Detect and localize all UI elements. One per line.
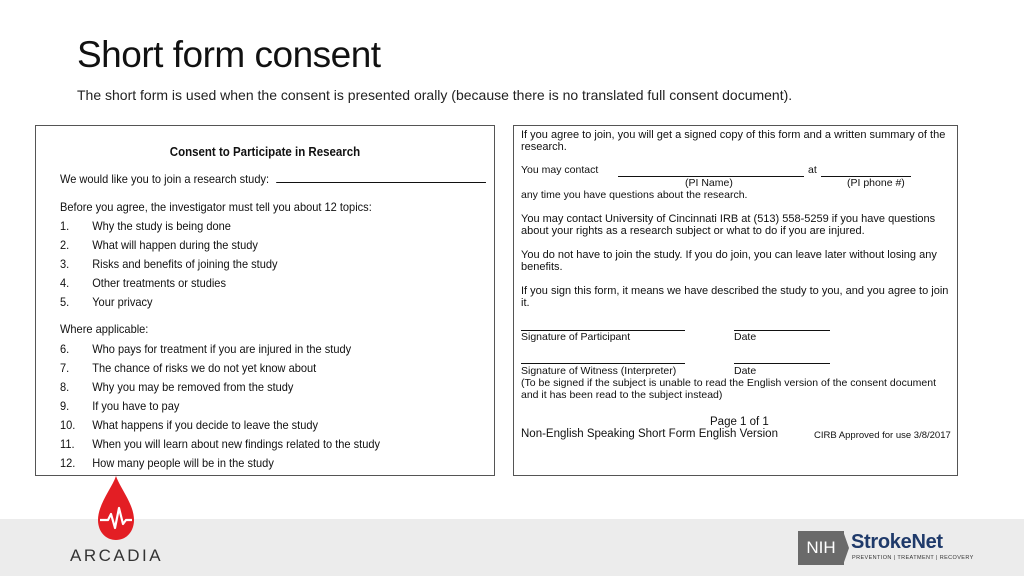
topic-number: 12. [60,456,76,470]
topic-item [60,380,293,394]
form-version: Non-English Speaking Short Form English Version [521,428,778,440]
topic-item [60,456,274,470]
strokenet-logo-text: StrokeNet [851,531,943,553]
study-intro-text: We would like you to join a research study: [60,172,270,186]
contact-at: at [808,164,817,176]
topic-item [60,437,380,451]
topic-number: 7. [60,361,70,375]
topic-text: What will happen during the study [92,238,258,252]
topic-text: Other treatments or studies [92,276,226,290]
arcadia-logo-text: ARCADIA [70,546,164,565]
topic-item [60,361,316,375]
nih-logo: NIH [798,531,844,565]
topic-item [60,418,318,432]
topic-item [60,295,153,309]
participant-signature-label: Signature of Participant [521,331,631,343]
slide-title: Short form consent [77,34,381,75]
topic-text: Risks and benefits of joining the study [92,257,278,271]
consent-signature-document [513,125,958,476]
participant-date-label: Date [734,331,757,343]
topic-number: 11. [60,437,75,451]
topic-text: Why you may be removed from the study [92,380,294,394]
document-title: Consent to Participate in Research [169,145,361,159]
topic-number: 4. [60,276,70,290]
page-number: Page 1 of 1 [710,416,769,428]
irb-contact-paragraph: You may contact University of Cincinnati IRB at (513) 558-5259 if you have questions about your rights as a research subject or what to do if you are injured. [521,213,936,237]
topic-number: 5. [60,295,70,309]
topic-text: If you have to pay [92,399,180,413]
topic-text: Your privacy [92,295,153,309]
topic-number: 10. [60,418,76,432]
topic-text: Who pays for treatment if you are injured in the study [92,342,352,356]
topic-number: 9. [60,399,70,413]
witness-date-line [734,363,830,364]
witness-note: (To be signed if the subject is unable to read the English version of the consent document and it has been read to the subject instead) [521,377,937,401]
arcadia-drop-icon [94,474,138,546]
slide-subtitle: The short form is used when the consent is presented orally (because there is no translated full consent document). [77,87,793,103]
topic-item [60,342,351,356]
agreement-paragraph: If you sign this form, it means we have described the study to you, and you agree to join it. [521,285,949,309]
witness-signature-label: Signature of Witness (Interpreter) [521,365,677,377]
topic-number: 6. [60,342,70,356]
voluntary-paragraph: You do not have to join the study. If you do join, you can leave later without losing any benefits. [521,249,937,273]
study-intro-line [60,172,486,186]
topic-text: Why the study is being done [92,219,231,233]
witness-date-label: Date [734,365,757,377]
topic-item [60,399,179,413]
pi-name-label: (PI Name) [685,177,733,189]
topic-item [60,238,258,252]
topic-item [60,219,231,233]
strokenet-tagline: PREVENTION | TREATMENT | RECOVERY [852,555,974,561]
consent-topics-document [35,125,495,476]
topic-number: 2. [60,238,70,252]
witness-signature-line [521,363,685,364]
contact-prefix: You may contact [521,164,599,176]
topic-text: How many people will be in the study [92,456,274,470]
topic-text: What happens if you decide to leave the study [92,418,319,432]
topic-number: 8. [60,380,70,394]
topic-item [60,257,278,271]
pi-phone-label: (PI phone #) [847,177,905,189]
nih-arrow-icon [843,531,849,565]
where-applicable-heading: Where applicable: [60,322,149,336]
topic-item [60,276,226,290]
topic-number: 1. [60,219,70,233]
approval-stamp: CIRB Approved for use 3/8/2017 [814,430,951,441]
study-name-blank [276,173,486,183]
copy-summary-paragraph: If you agree to join, you will get a signed copy of this form and a written summary of the research. [521,129,946,153]
before-agree-text: Before you agree, the investigator must tell you about 12 topics: [60,200,372,214]
topic-number: 3. [60,257,70,271]
contact-suffix: any time you have questions about the research. [521,189,748,201]
topic-text: The chance of risks we do not yet know about [92,361,317,375]
topic-text: When you will learn about new findings related to the study [92,437,381,451]
